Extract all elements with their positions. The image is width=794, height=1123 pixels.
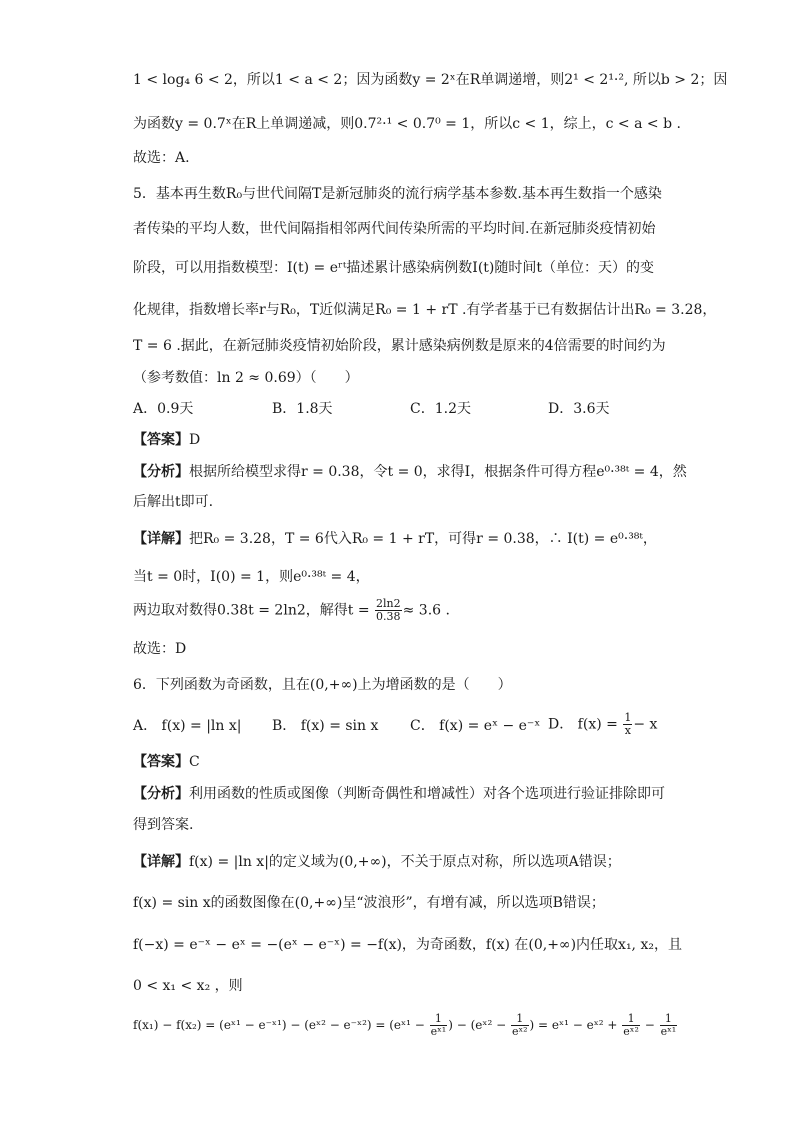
detail-line [133, 529, 657, 549]
answer-label: 【答案】 [133, 754, 189, 770]
option-c: C． f(x) = eˣ − e⁻ˣ [410, 718, 541, 734]
text-line: 0 < x₁ < x₂ ，则 [133, 978, 243, 994]
fraction [623, 712, 632, 737]
fraction-denominator: eˣ² [623, 1025, 639, 1038]
fraction [430, 1013, 448, 1038]
question-5-stem: 化规律，指数增长率r与R₀，T近似满足R₀ = 1 + rT .有学者基于已有数据估计出R₀ = 3.28， [133, 302, 717, 318]
text-line: 故选：A. [133, 150, 190, 166]
fraction-numerator: 1 [511, 1013, 529, 1026]
fraction [375, 598, 402, 623]
fraction [660, 1013, 678, 1038]
option-b: B． f(x) = sin x [272, 718, 379, 734]
text-line: 得到答案. [133, 817, 194, 833]
fraction-denominator: eˣ² [511, 1025, 528, 1038]
answer-value: C [189, 754, 200, 770]
detail-label: 【详解】 [133, 531, 189, 547]
analysis-text: 利用函数的性质或图像（判断奇偶性和增减性）对各个选项进行验证排除即可 [189, 786, 665, 802]
option-a: A．0.9天 [133, 401, 194, 417]
text-line: 当t = 0时，I(0) = 1，则e⁰·³⁸ᵗ = 4， [133, 569, 370, 585]
fraction-numerator: 1 [430, 1013, 448, 1026]
fraction [622, 1013, 640, 1038]
analysis-line [133, 462, 687, 482]
text-span: − x [633, 716, 658, 733]
detail-label: 【详解】 [133, 854, 189, 870]
option-d [548, 712, 657, 737]
question-6-stem: 6．下列函数为奇函数，且在(0,+∞)上为增函数的是（ ） [133, 677, 512, 693]
text-line [133, 598, 450, 623]
fraction-numerator: 1 [660, 1013, 678, 1026]
answer-line [133, 430, 200, 450]
text-span: ) = eˣ¹ − eˣ² + [529, 1018, 622, 1032]
text-span: D． f(x) = [548, 716, 623, 733]
fraction-numerator: 2ln2 [376, 597, 401, 610]
analysis-text: 根据所给模型求得r = 0.38，令t = 0，求得I，根据条件可得方程e⁰·³⁸ᵗ = 4，然 [189, 464, 687, 480]
option-a: A． f(x) = |ln x| [133, 718, 242, 734]
question-5-stem: T = 6 .据此，在新冠肺炎疫情初始阶段，累计感染病例数是原来的4倍需要的时间约为 [133, 338, 666, 354]
option-c: C．1.2天 [410, 401, 471, 417]
answer-value: D [189, 432, 201, 448]
text-span: 两边取对数得0.38t = 2ln2，解得t = [133, 602, 374, 619]
fraction-numerator: 1 [624, 711, 632, 724]
question-5-stem: （参考数值：ln 2 ≈ 0.69）（ ） [133, 370, 359, 386]
question-5-stem: 5．基本再生数R₀与世代间隔T是新冠肺炎的流行病学基本参数.基本再生数指一个感染 [133, 186, 662, 202]
fraction-denominator: eˣ¹ [660, 1025, 677, 1038]
option-b: B．1.8天 [272, 401, 333, 417]
text-span: − [640, 1018, 659, 1032]
text-line: f(x) = sin x的函数图像在(0,+∞)呈“波浪形”，有增有减，所以选项B错误； [133, 895, 605, 911]
answer-line [133, 752, 200, 772]
text-line: 为函数y = 0.7ˣ在R上单调递减，则0.7²·¹ < 0.7⁰ = 1，所以c < 1，综上，c < a < b . [133, 116, 681, 132]
text-span: ≈ 3.6 . [402, 602, 450, 619]
answer-label: 【答案】 [133, 432, 189, 448]
text-line: f(−x) = e⁻ˣ − eˣ = −(eˣ − e⁻ˣ) = −f(x)，为奇函数，f(x) 在(0,+∞)内任取x₁, x₂，且 [133, 937, 682, 953]
fraction [511, 1013, 529, 1038]
text-line: 故选：D [133, 641, 187, 657]
detail-text: 把R₀ = 3.28，T = 6代入R₀ = 1 + rT，可得r = 0.38，∴ I(t) = e⁰·³⁸ᵗ， [189, 531, 657, 547]
analysis-line [133, 784, 665, 804]
text-line: 1 < log₄ 6 < 2，所以1 < a < 2；因为函数y = 2ˣ在R单调递增，则2¹ < 2¹·², 所以b > 2；因 [133, 72, 728, 88]
text-span: f(x₁) − f(x₂) = (eˣ¹ − e⁻ˣ¹) − (eˣ² − e⁻ˣ²) = (eˣ¹ − [133, 1018, 429, 1032]
question-5-stem: 者传染的平均人数，世代间隔指相邻两代间传染所需的平均时间.在新冠肺炎疫情初始 [133, 221, 656, 237]
fraction-numerator: 1 [622, 1013, 640, 1026]
analysis-label: 【分析】 [133, 464, 189, 480]
analysis-label: 【分析】 [133, 786, 189, 802]
question-5-stem: 阶段，可以用指数模型：I(t) = eʳᵗ描述累计感染病例数I(t)随时间t（单位：天）的变 [133, 260, 655, 276]
fraction-denominator: x [624, 724, 631, 737]
fraction-denominator: 0.38 [376, 610, 401, 623]
text-line: 后解出t即可. [133, 494, 214, 510]
text-span: ) − (eˣ² − [448, 1018, 510, 1032]
detail-text: f(x) = |ln x|的定义域为(0,+∞)，不关于原点对称，所以选项A错误； [189, 854, 621, 870]
text-line [133, 1013, 678, 1038]
option-d: D．3.6天 [548, 401, 610, 417]
detail-line [133, 852, 621, 872]
fraction-denominator: eˣ¹ [430, 1025, 447, 1038]
